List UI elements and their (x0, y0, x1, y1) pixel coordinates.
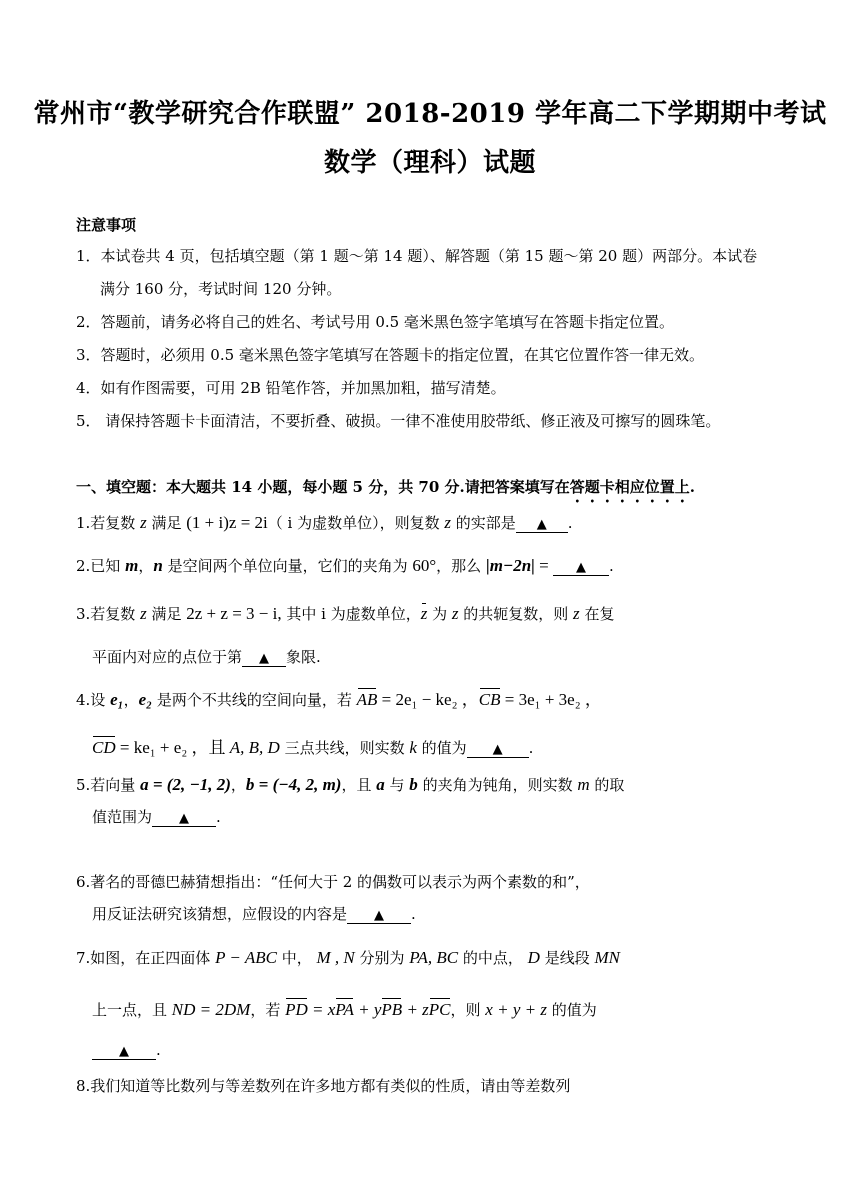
note-item-4: 4．如有作图需要，可用 2B 铅笔作答，并加黑加粗，描写清楚。 (76, 379, 506, 397)
note-item-1: 1．本试卷共 4 页，包括填空题（第 1 题～第 14 题）、解答题（第 15 题～第 20 题）两部分。本试卷 (76, 247, 758, 265)
question-3-cont: 平面内对应的点位于第 ▲ 象限. (92, 648, 321, 666)
question-7-cont-2: ▲ . (92, 1041, 161, 1060)
exam-title: 常州市“教学研究合作联盟” 2018-2019 学年高二下学期期中考试 (33, 99, 827, 129)
exam-subtitle: 数学（理科）试题 (323, 148, 536, 178)
answer-blank: ▲ (467, 743, 529, 758)
question-1: 1.若复数 z 满足 (1 + i)z = 2i（ i 为虚数单位），则复数 z 的实部是 ▲ . (76, 513, 573, 532)
question-5-cont: 值范围为 ▲ . (92, 808, 221, 826)
answer-blank: ▲ (347, 909, 411, 924)
question-6-cont: 用反证法研究该猜想，应假设的内容是 ▲ . (92, 905, 416, 923)
note-item-5: 5． 请保持答题卡卡面清洁，不要折叠、破损。一律不准使用胶带纸、修正液及可擦写的圆珠笔。 (76, 412, 721, 430)
note-item-3: 3．答题时，必须用 0.5 毫米黑色签字笔填写在答题卡的指定位置，在其它位置作答一律无效。 (76, 346, 704, 364)
question-6: 6.著名的哥德巴赫猜想指出：“任何大于 2 的偶数可以表示为两个素数的和”， (76, 873, 590, 891)
question-8: 8.我们知道等比数列与等差数列在许多地方都有类似的性质，请由等差数列 (76, 1077, 571, 1095)
answer-blank: ▲ (92, 1045, 156, 1060)
question-2: 2.已知 m，n 是空间两个单位向量，它们的夹角为 60°，那么 |m−2n| = ▲ . (76, 556, 614, 575)
note-item-2: 2．答题前，请务必将自己的姓名、考试号用 0.5 毫米黑色签字笔填写在答题卡指定位置。 (76, 313, 674, 331)
note-item-1-cont: 满分 160 分，考试时间 120 分钟。 (100, 280, 342, 298)
question-7: 7.如图，在正四面体 P − ABC 中， M , N 分别为 PA, BC 的中点， D 是线段 MN (76, 948, 620, 967)
question-5: 5.若向量 a = (2, −1, 2)，b = (−4, 2, m)，且 a 与 b 的夹角为钝角，则实数 m 的取 (76, 775, 625, 794)
answer-blank: ▲ (553, 561, 609, 576)
answer-blank: ▲ (516, 518, 568, 533)
question-4-cont: CD = ke₁ + e₂ ，且 A, B, D 三点共线，则实数 k 的值为 ▲ . (92, 738, 534, 757)
answer-blank: ▲ (152, 812, 216, 827)
question-3: 3.若复数 z 满足 2z + z = 3 − i, 其中 i 为虚数单位，z 为 z 的共轭复数，则 z 在复 (76, 604, 615, 623)
question-4: 4.设 e₁，e₂ 是两个不共线的空间向量，若 AB = 2e₁ − ke₂ ，CB = 3e₁ + 3e₂ ， (76, 690, 602, 709)
notes-heading: 注意事项 (76, 216, 137, 234)
answer-blank: ▲ (242, 652, 286, 667)
section1-heading: 一、填空题：本大题共 14 小题，每小题 5 分，共 70 分.请把答案填写在答题卡相应位置上. (76, 478, 695, 496)
question-7-cont: 上一点，且 ND = 2DM，若 PD = xPA + yPB + zPC，则 x + y + z 的值为 (92, 1000, 597, 1019)
